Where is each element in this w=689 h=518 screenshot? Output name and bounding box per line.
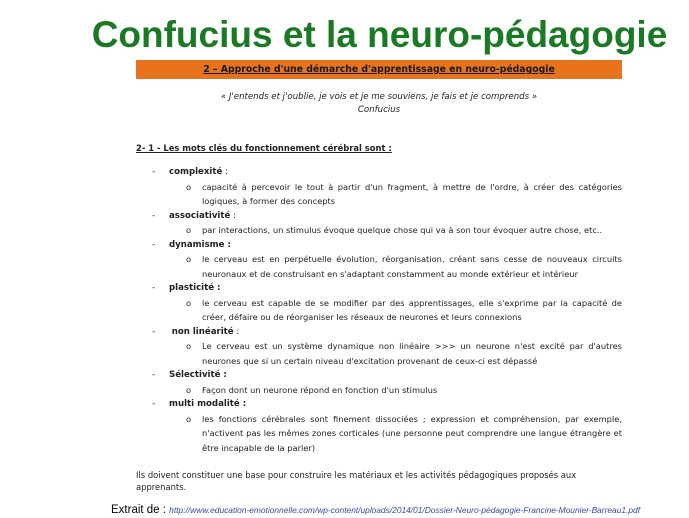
keyword-definition: les fonctions cérébrales sont finement dissociées ; expression et compréhension, par exemple, n'activent pas les mêmes zones corticales (une personne peut comprendre une langue étrangère et être incapable de la parler) [202, 413, 622, 453]
dash-bullet: - [152, 239, 156, 250]
keyword-term: dynamisme : [169, 239, 231, 250]
dash-bullet: - [152, 167, 156, 177]
keyword-definition: le cerveau est capable de se modifier par des apprentissages, elle s'exprime par la capacité de créer, défaire ou de réorganiser les réseaux de neurones et leurs connexions [202, 297, 622, 322]
conclusion-text: Ils doivent constituer une base pour construire les matériaux et les activités pédagogiques proposés aux apprenants. [136, 470, 577, 492]
quote-block [136, 91, 622, 117]
list-item [136, 238, 622, 282]
keyword-term: non linéarité [171, 326, 234, 337]
list-item: - associativité : o par interactions, un stimulus évoque quelque chose qui va à son tour évoquer autre chose, etc.. [136, 209, 622, 238]
circle-bullet-icon: o [186, 384, 192, 395]
source-citation [111, 500, 640, 518]
quote-text: « J'entends et j'oublie, je vois et je me souviens, je fais et je comprends » [220, 92, 538, 102]
dash-bullet: - [152, 399, 156, 409]
section-subtitle: 2- 1 - Les mots clés du fonctionnement cérébral sont : [136, 143, 392, 153]
circle-bullet-icon: o [186, 225, 192, 235]
list-item: - non linéarité : o Le cerveau est un système dynamique non linéaire >>> un neurone n'est excité par d'autres neurones que si un certain niveau d'excitation provenant de ceux-ci est dépassé [152, 326, 622, 366]
section-banner [136, 60, 622, 79]
keyword-term: associativité [169, 210, 231, 221]
list-item [136, 281, 622, 325]
keyword-definition: le cerveau est en perpétuelle évolution, réorganisation, créant sans cesse de nouveaux circuits neuronaux et de construisant en s'adaptant constamment au monde extérieur et intérieur [202, 254, 622, 279]
source-label: Extrait de : [111, 504, 170, 516]
list-item: - complexité : o capacité à percevoir le tout à partir d'un fragment, à mettre de l'ordre, à créer des catégories logiques, à former des concepts [152, 167, 622, 206]
keyword-term: plasticité : [169, 283, 221, 293]
keyword-definition: par interactions, un stimulus évoque quelque chose qui va à son tour évoquer autre chose, etc.. [202, 225, 603, 235]
banner-text: 2 – Approche d'une démarche d'apprentissage en neuro-pédagogie [203, 64, 555, 75]
circle-bullet-icon: o [186, 341, 192, 351]
list-item [136, 368, 622, 397]
document-excerpt [136, 60, 622, 493]
dash-bullet: - [152, 283, 156, 293]
circle-bullet-icon: o [186, 297, 192, 308]
dash-bullet: - [152, 370, 156, 380]
keyword-definition: Façon dont un neurone répond en fonction d'un stimulus [202, 384, 438, 395]
circle-bullet-icon: o [186, 254, 192, 264]
slide-title: Confucius et la neuro-pédagogie [91, 14, 668, 55]
keyword-term: Sélectivité : [169, 370, 227, 380]
keyword-term: complexité [169, 167, 223, 177]
dash-bullet: - [152, 326, 156, 337]
keyword-definition: capacité à percevoir le tout à partir d'un fragment, à mettre de l'ordre, à créer des catégories logiques, à former des concepts [202, 181, 622, 206]
quote-author: Confucius [357, 105, 401, 115]
keyword-list [136, 165, 622, 455]
list-item [136, 397, 622, 455]
dash-bullet: - [152, 210, 156, 221]
circle-bullet-icon: o [186, 413, 192, 424]
source-link[interactable]: http://www.education-emotionnelle.com/wp-content/uploads/2014/01/Dossier-Neuro-pédagogie-Francine-Mounier-Barreau1.pdf [169, 505, 640, 515]
keyword-term: multi modalité : [169, 399, 247, 409]
circle-bullet-icon: o [186, 181, 192, 192]
keyword-definition: Le cerveau est un système dynamique non linéaire >>> un neurone n'est excité par d'autres neurones que si un certain niveau d'excitation provenant de ceux-ci est dépassé [202, 341, 622, 366]
